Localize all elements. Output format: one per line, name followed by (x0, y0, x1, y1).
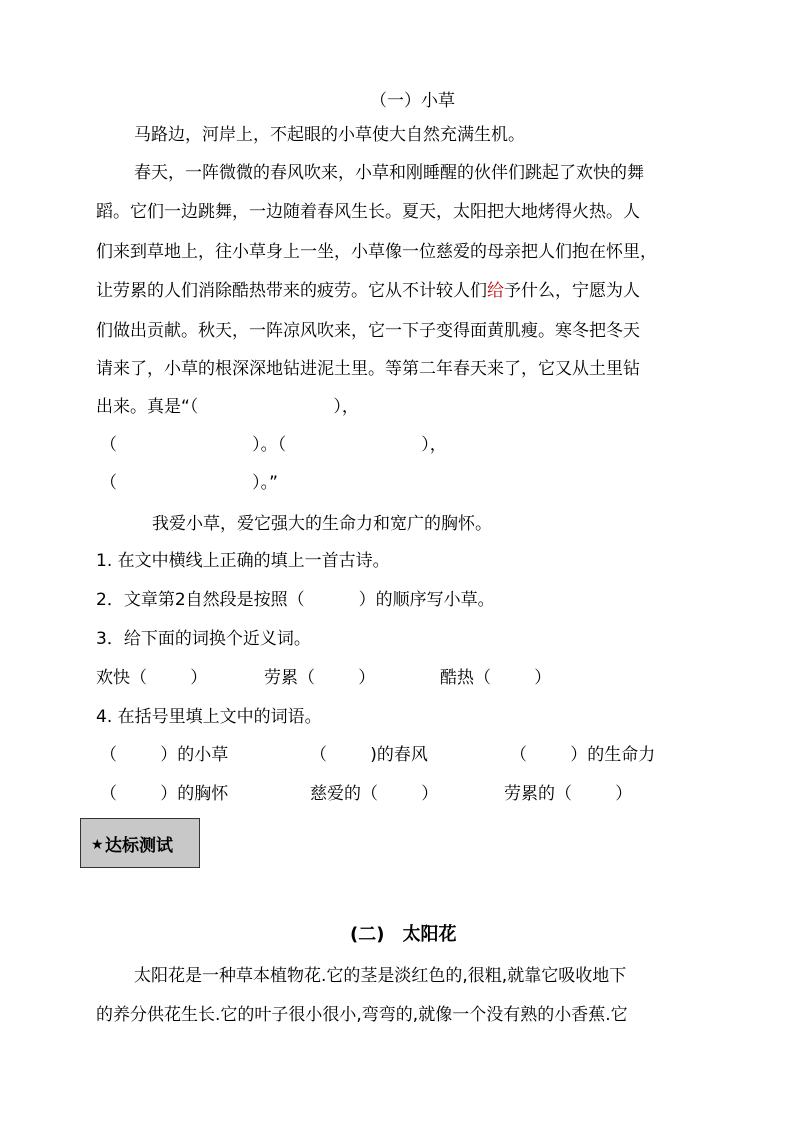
paragraph-line: 太阳花是一种草本植物花.它的茎是淡红色的,很粗,就靠它吸收地下 (134, 966, 627, 986)
paragraph-line: 马路边，河岸上，不起眼的小草使大自然充满生机。 (134, 125, 525, 145)
fill-item: 劳累的（ ） (504, 784, 633, 804)
paragraph-line (96, 281, 640, 301)
fill-item: （ )的春风 (310, 745, 428, 765)
paragraph-text: 让劳累的人们消除酷热带来的疲劳。它从不计较人们 (96, 281, 487, 301)
paragraph-line: 们来到草地上，往小草身上一坐，小草像一位慈爱的母亲把人们抱在怀里， (96, 242, 657, 262)
question-1: 1. 在文中横线上正确的填上一首古诗。 (96, 551, 390, 571)
test-section-badge (80, 818, 200, 868)
fill-item: （ ）的生命力 (510, 745, 656, 765)
section2-title: (二) 太阳花 (350, 924, 457, 945)
poem-blank-line: （ ）。” (100, 473, 278, 493)
section1-title: （一）小草 (370, 91, 455, 111)
highlighted-char: 给 (487, 281, 504, 301)
question-4: 4. 在括号里填上文中的词语。 (96, 707, 322, 727)
paragraph-line: 的养分供花生长.它的叶子很小很小,弯弯的,就像一个没有熟的小香蕉.它 (96, 1005, 628, 1025)
paragraph-text: 予什么，宁愿为人 (504, 281, 640, 301)
paragraph-line: 春天，一阵微微的春风吹来，小草和刚睡醒的伙伴们跳起了欢快的舞 (134, 163, 644, 183)
fill-item: 慈爱的（ ） (310, 784, 439, 804)
question-2: 2．文章第2自然段是按照（ ）的顺序写小草。 (96, 590, 495, 610)
synonym-item: 劳累（ ） (264, 668, 376, 688)
paragraph-line: 我爱小草，爱它强大的生命力和宽广的胸怀。 (152, 514, 492, 534)
poem-blank-line: （ ）。（ ）， (100, 435, 447, 455)
badge-label: 达标测试 (105, 836, 173, 856)
star-icon: ★ (91, 837, 104, 853)
paragraph-line: 蹈。它们一边跳舞，一边随着春风生长。夏天，太阳把大地烤得火热。人 (96, 202, 640, 222)
synonym-item: 欢快（ ） (96, 668, 208, 688)
paragraph-line: 出来。真是“（ ）， (96, 397, 359, 417)
fill-item: （ ）的小草 (100, 745, 229, 765)
paragraph-line: 请来了，小草的根深深地钻进泥土里。等第二年春天来了，它又从土里钻 (96, 359, 640, 379)
fill-item: （ ）的胸怀 (100, 784, 229, 804)
synonym-item: 酷热（ ） (440, 668, 552, 688)
paragraph-line: 们做出贡献。秋天，一阵凉风吹来，它一下子变得面黄肌瘦。寒冬把冬天 (96, 321, 640, 341)
question-3: 3．给下面的词换个近义词。 (96, 629, 311, 649)
